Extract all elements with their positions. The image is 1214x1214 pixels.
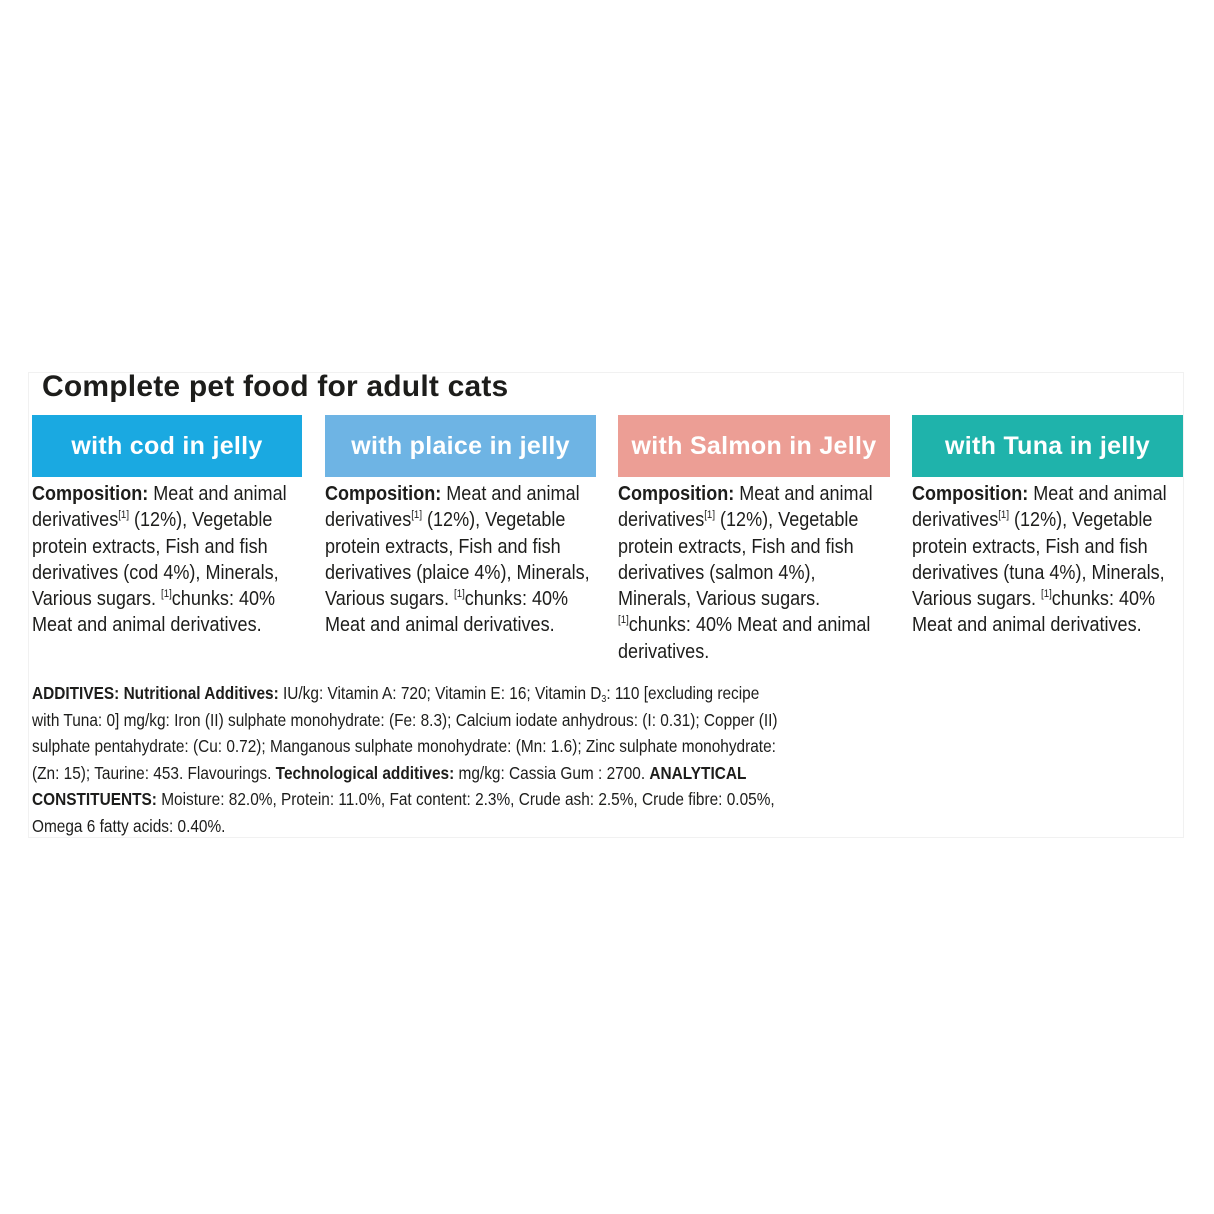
composition-label: Composition:	[618, 482, 735, 505]
footnote-marker: [1]	[704, 509, 716, 522]
footnote-marker: [1]	[454, 588, 465, 601]
composition-label: Composition:	[325, 482, 442, 505]
additives-text-part: Moisture: 82.0%, Protein: 11.0%, Fat content: 2.3%, Crude ash: 2.5%, Crude fibre: 0.05%, Omega 6 fatty acids: 0.40%.	[32, 789, 775, 836]
composition-label: Composition:	[912, 482, 1029, 505]
technological-additives-label: Technological additives:	[275, 762, 455, 783]
composition-text: Meat and animal derivatives	[618, 482, 873, 532]
composition-text: (12%), Vegetable protein extracts, Fish and fish derivatives (cod 4%), Minerals, Various sugars.	[32, 508, 279, 611]
flavour-banner-tuna: with Tuna in jelly	[912, 415, 1183, 477]
composition-text: Meat and animal derivatives	[325, 482, 580, 532]
composition-label: Composition:	[32, 482, 149, 505]
nutritional-additives-label: Nutritional Additives:	[119, 683, 279, 703]
composition-text: (12%), Vegetable protein extracts, Fish and fish derivatives (salmon 4%), Minerals, Various sugars.	[618, 508, 859, 611]
subscript-3: 3	[601, 694, 607, 705]
footnote-marker: [1]	[411, 509, 423, 522]
composition-text: chunks: 40% Meat and animal derivatives.	[618, 613, 871, 663]
composition-text: chunks: 40% Meat and animal derivatives.	[325, 587, 569, 637]
footnote-marker: [1]	[998, 509, 1010, 522]
composition-salmon	[618, 481, 891, 665]
composition-text: chunks: 40% Meat and animal derivatives.	[912, 587, 1156, 637]
footnote-marker: [1]	[618, 614, 629, 627]
additives-label: ADDITIVES:	[32, 683, 120, 703]
footnote-marker: [1]	[118, 509, 130, 522]
composition-text: chunks: 40% Meat and animal derivatives.	[32, 587, 276, 637]
page-title: Complete pet food for adult cats	[42, 370, 509, 403]
composition-tuna	[912, 481, 1185, 639]
composition-plaice	[325, 481, 598, 639]
analytical-constituents-label: ANALYTICAL CONSTITUENTS:	[32, 762, 747, 809]
composition-cod	[32, 481, 305, 639]
composition-text: Meat and animal derivatives	[912, 482, 1167, 532]
additives-text-part: mg/kg: Cassia Gum : 2700.	[454, 762, 650, 783]
additives-text-part: IU/kg: Vitamin A: 720; Vitamin E: 16; Vitamin D	[278, 683, 602, 703]
composition-text: (12%), Vegetable protein extracts, Fish and fish derivatives (plaice 4%), Minerals, Various sugars.	[325, 508, 590, 611]
additives-text	[32, 680, 789, 839]
flavour-banner-plaice: with plaice in jelly	[325, 415, 596, 477]
composition-text: Meat and animal derivatives	[32, 482, 287, 532]
footnote-marker: [1]	[161, 588, 172, 601]
composition-text: (12%), Vegetable protein extracts, Fish and fish derivatives (tuna 4%), Minerals, Various sugars.	[912, 508, 1165, 611]
flavour-banner-salmon: with Salmon in Jelly	[618, 415, 890, 477]
additives-text-part: : 110 [excluding recipe with Tuna: 0] mg/kg: Iron (II) sulphate monohydrate: (Fe: 8.3); Calcium iodate anhydrous: (I: 0.31); Copper (II) sulphate pentahydrate: (Cu: 0.72); Manganous sulphate monohydrate: (Mn: 1.6); Zinc sulphate monohydrate: (Zn: 15); Taurine: 453. Flavourings.	[32, 683, 778, 783]
footnote-marker: [1]	[1041, 588, 1052, 601]
flavour-banner-cod: with cod in jelly	[32, 415, 302, 477]
